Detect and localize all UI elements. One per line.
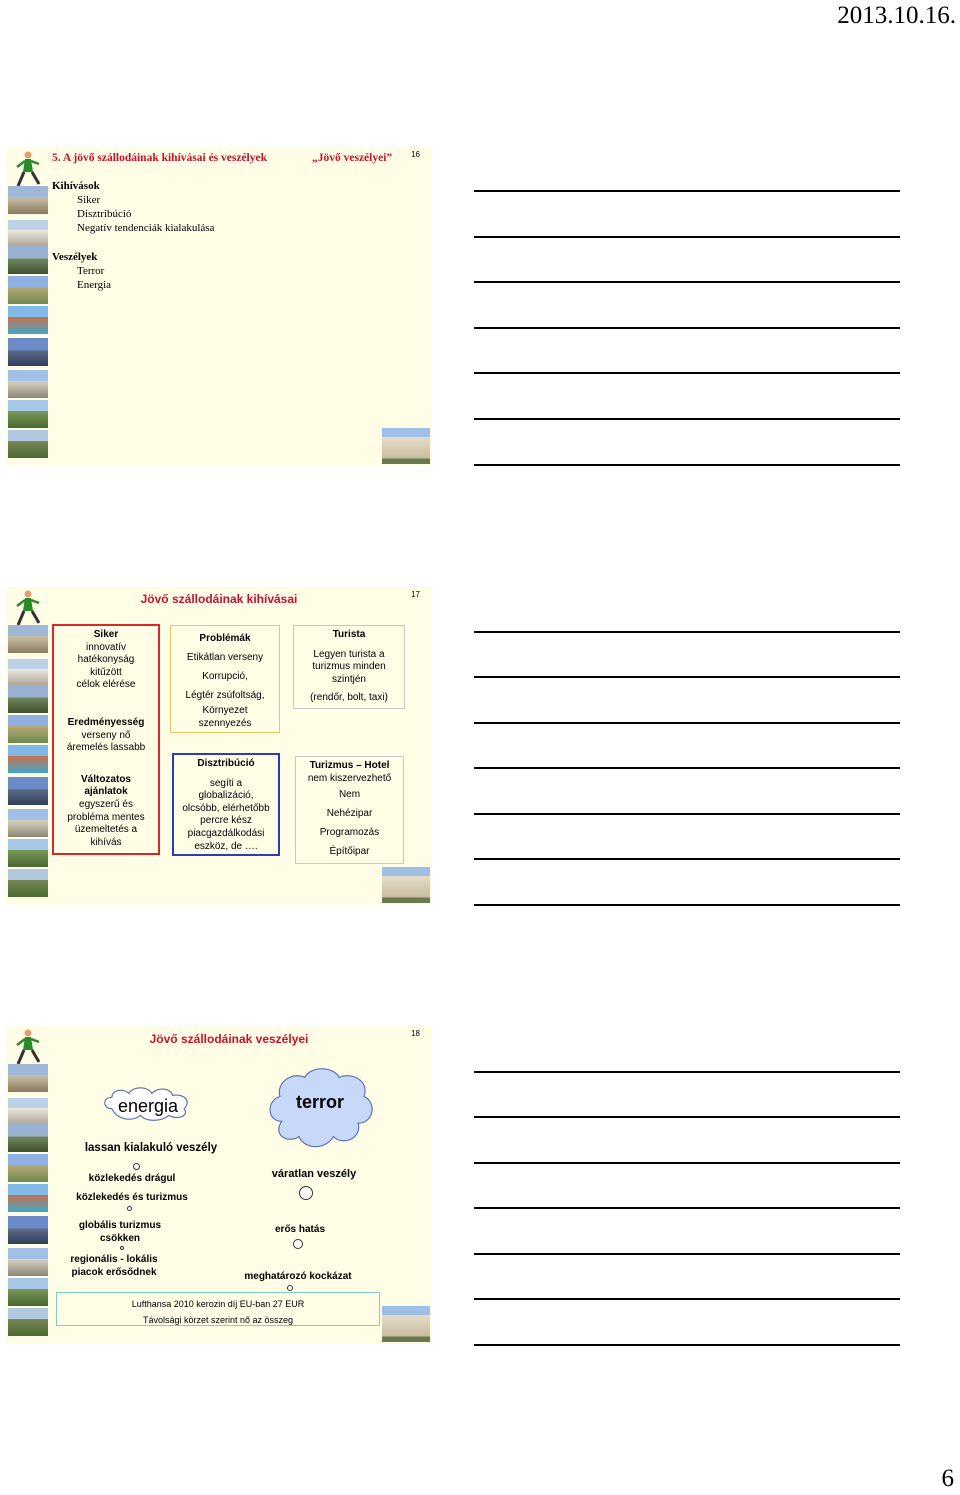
hotel-photo <box>8 869 48 897</box>
lufthansa-note-box <box>56 1292 380 1326</box>
turista-line: Legyen turista a <box>313 648 385 660</box>
turista-line: (rendőr, bolt, taxi) <box>310 692 388 704</box>
turista-heading: Turista <box>332 629 366 640</box>
hotel-photo <box>8 276 48 304</box>
bubble-icon <box>293 1239 303 1249</box>
hotel-photo <box>8 1278 48 1306</box>
globalis-label <box>60 1220 180 1245</box>
hotel-photo <box>8 715 48 743</box>
regionalis-label <box>54 1254 174 1279</box>
slide-title: Jövő szállodáinak kihívásai <box>140 592 298 606</box>
problemak-item: Etikátlan verseny <box>186 652 264 663</box>
turista-line: szintjén <box>332 673 366 685</box>
hotel-photo <box>8 246 48 274</box>
bubble-icon <box>133 1163 140 1170</box>
pool-photo <box>8 745 48 773</box>
meghatarozo-label: meghatározó kockázat <box>244 1271 352 1282</box>
siker-line: probléma mentes <box>67 811 145 823</box>
disztribucio-line: olcsóbb, elérhetőbb <box>182 802 270 814</box>
siker-heading: Siker <box>93 629 119 640</box>
problemak-item: Környezet <box>202 705 248 716</box>
disztribucio-heading: Disztribúció <box>197 758 255 769</box>
disztribucio-line: piacgazdálkodási <box>187 827 265 839</box>
hotel-photo <box>8 839 48 867</box>
siker-line: hatékonyság <box>77 654 135 666</box>
disztribucio-line: eszköz, de …. <box>194 840 258 852</box>
hotel-photo <box>8 1308 48 1336</box>
hotel-photo <box>8 685 48 713</box>
hotel-building-photo <box>382 428 430 464</box>
problemak-item: Korrupció, <box>202 671 248 682</box>
hotel-photo <box>8 370 48 398</box>
slide-number: 18 <box>411 1029 420 1038</box>
heading-kihivasok: Kihívások <box>52 180 100 192</box>
siker-line: kihívás <box>90 836 122 848</box>
hotel-photo <box>8 1098 48 1126</box>
disztribucio-line: globalizáció, <box>198 790 254 802</box>
slide-number: 17 <box>411 590 420 599</box>
siker-line: kitűzött <box>90 666 122 678</box>
list-item: Negatív tendenciák kialakulása <box>77 222 215 234</box>
turista-box <box>293 625 405 709</box>
turizmus-hotel-heading: Turizmus – Hotel <box>309 760 390 771</box>
problemak-box <box>170 625 280 733</box>
heading-veszelyek: Veszélyek <box>52 251 98 263</box>
problemak-item: Légtér zsúfoltság, <box>185 690 265 701</box>
terror-label: terror <box>295 1092 344 1112</box>
siker-line: verseny nő <box>81 729 131 741</box>
siker-line: innovatív <box>85 641 127 653</box>
hotel-photo <box>8 625 48 653</box>
slide-title: 5. A jövő szállodáinak kihívásai és veszélyek <box>52 152 268 164</box>
photo-strip <box>8 148 50 466</box>
turista-line: turizmus minden <box>312 661 386 673</box>
eros-hatas-label: erős hatás <box>274 1224 326 1235</box>
list-item: Disztribúció <box>77 208 132 220</box>
bubble-icon <box>127 1206 132 1211</box>
hotel-building-photo <box>382 867 430 903</box>
list-item: Energia <box>77 279 112 291</box>
valtozatos-heading: Változatos <box>80 773 131 785</box>
photo-strip <box>8 587 50 905</box>
kozlekedes-turizmus-label: közlekedés és turizmus <box>76 1192 188 1203</box>
page-number: 6 <box>941 1465 954 1492</box>
problemak-item: szennyezés <box>198 717 252 729</box>
disztribucio-line: segíti a <box>209 777 243 789</box>
regionalis-line: piacok erősődnek <box>71 1266 157 1278</box>
varatlan-label: váratlan veszély <box>271 1168 357 1180</box>
hotel-photo <box>8 220 48 248</box>
slide-title: Jövő szállodáinak veszélyei <box>149 1032 309 1046</box>
eredmenyesseg-heading: Eredményesség <box>67 716 145 728</box>
slide-subtitle: „Jövő veszélyei” <box>312 152 393 164</box>
photo-strip <box>8 1026 50 1344</box>
hotel-photo <box>8 1154 48 1182</box>
globalis-line: csökken <box>99 1232 141 1244</box>
date-header: 2013.10.16. <box>837 2 956 29</box>
disztribucio-box <box>172 753 280 856</box>
turizmus-hotel-line: Nehézipar <box>326 808 373 820</box>
siker-box <box>52 624 160 855</box>
hotel-photo <box>8 1064 48 1092</box>
slide-number: 16 <box>411 150 420 159</box>
bubble-icon <box>120 1246 124 1250</box>
siker-line: célok elérése <box>76 679 136 691</box>
hotel-photo <box>8 1248 48 1276</box>
turizmus-hotel-box <box>295 756 404 864</box>
slide-17 <box>6 587 432 905</box>
note-line: Lufthansa 2010 kerozin díj EU-ban 27 EUR <box>131 1299 305 1309</box>
city-photo <box>8 777 48 805</box>
list-item: Terror <box>77 265 105 277</box>
bubble-icon <box>287 1285 293 1291</box>
pool-photo <box>8 306 48 334</box>
siker-line: üzemeltetés a <box>74 824 138 836</box>
bubble-icon <box>299 1186 313 1200</box>
slide-18 <box>6 1026 432 1344</box>
city-photo <box>8 1216 48 1244</box>
turizmus-hotel-line: nem kiszervezhető <box>307 772 392 784</box>
note-line: Távolsági körzet szerint nő az összeg <box>142 1315 294 1325</box>
city-photo <box>8 338 48 366</box>
walking-man-icon <box>12 150 44 190</box>
turizmus-hotel-line: Nem <box>338 789 361 801</box>
energia-label: energia <box>117 1096 179 1116</box>
hotel-photo <box>8 430 48 458</box>
siker-line: áremelés lassabb <box>66 742 146 754</box>
globalis-line: globális turizmus <box>78 1220 162 1231</box>
disztribucio-line: percre kész <box>200 815 252 827</box>
problemak-heading: Problémák <box>199 633 251 644</box>
hotel-photo <box>8 809 48 837</box>
valtozatos-heading: ajánlatok <box>84 786 128 798</box>
regionalis-line: regionális - lokális <box>70 1254 158 1265</box>
hotel-photo <box>8 186 48 214</box>
hotel-photo <box>8 659 48 687</box>
hotel-building-photo <box>382 1306 430 1342</box>
siker-line: egyszerű és <box>79 798 133 810</box>
turizmus-hotel-line: Építőipar <box>329 846 370 858</box>
kozlekedes-dragul-label: közlekedés drágul <box>88 1173 176 1184</box>
hotel-photo <box>8 400 48 428</box>
lassan-label: lassan kialakuló veszély <box>84 1142 218 1154</box>
hotel-photo <box>8 1124 48 1152</box>
list-item: Siker <box>77 194 101 206</box>
pool-photo <box>8 1184 48 1212</box>
slide-16 <box>6 148 432 466</box>
turizmus-hotel-line: Programozás <box>319 827 380 839</box>
